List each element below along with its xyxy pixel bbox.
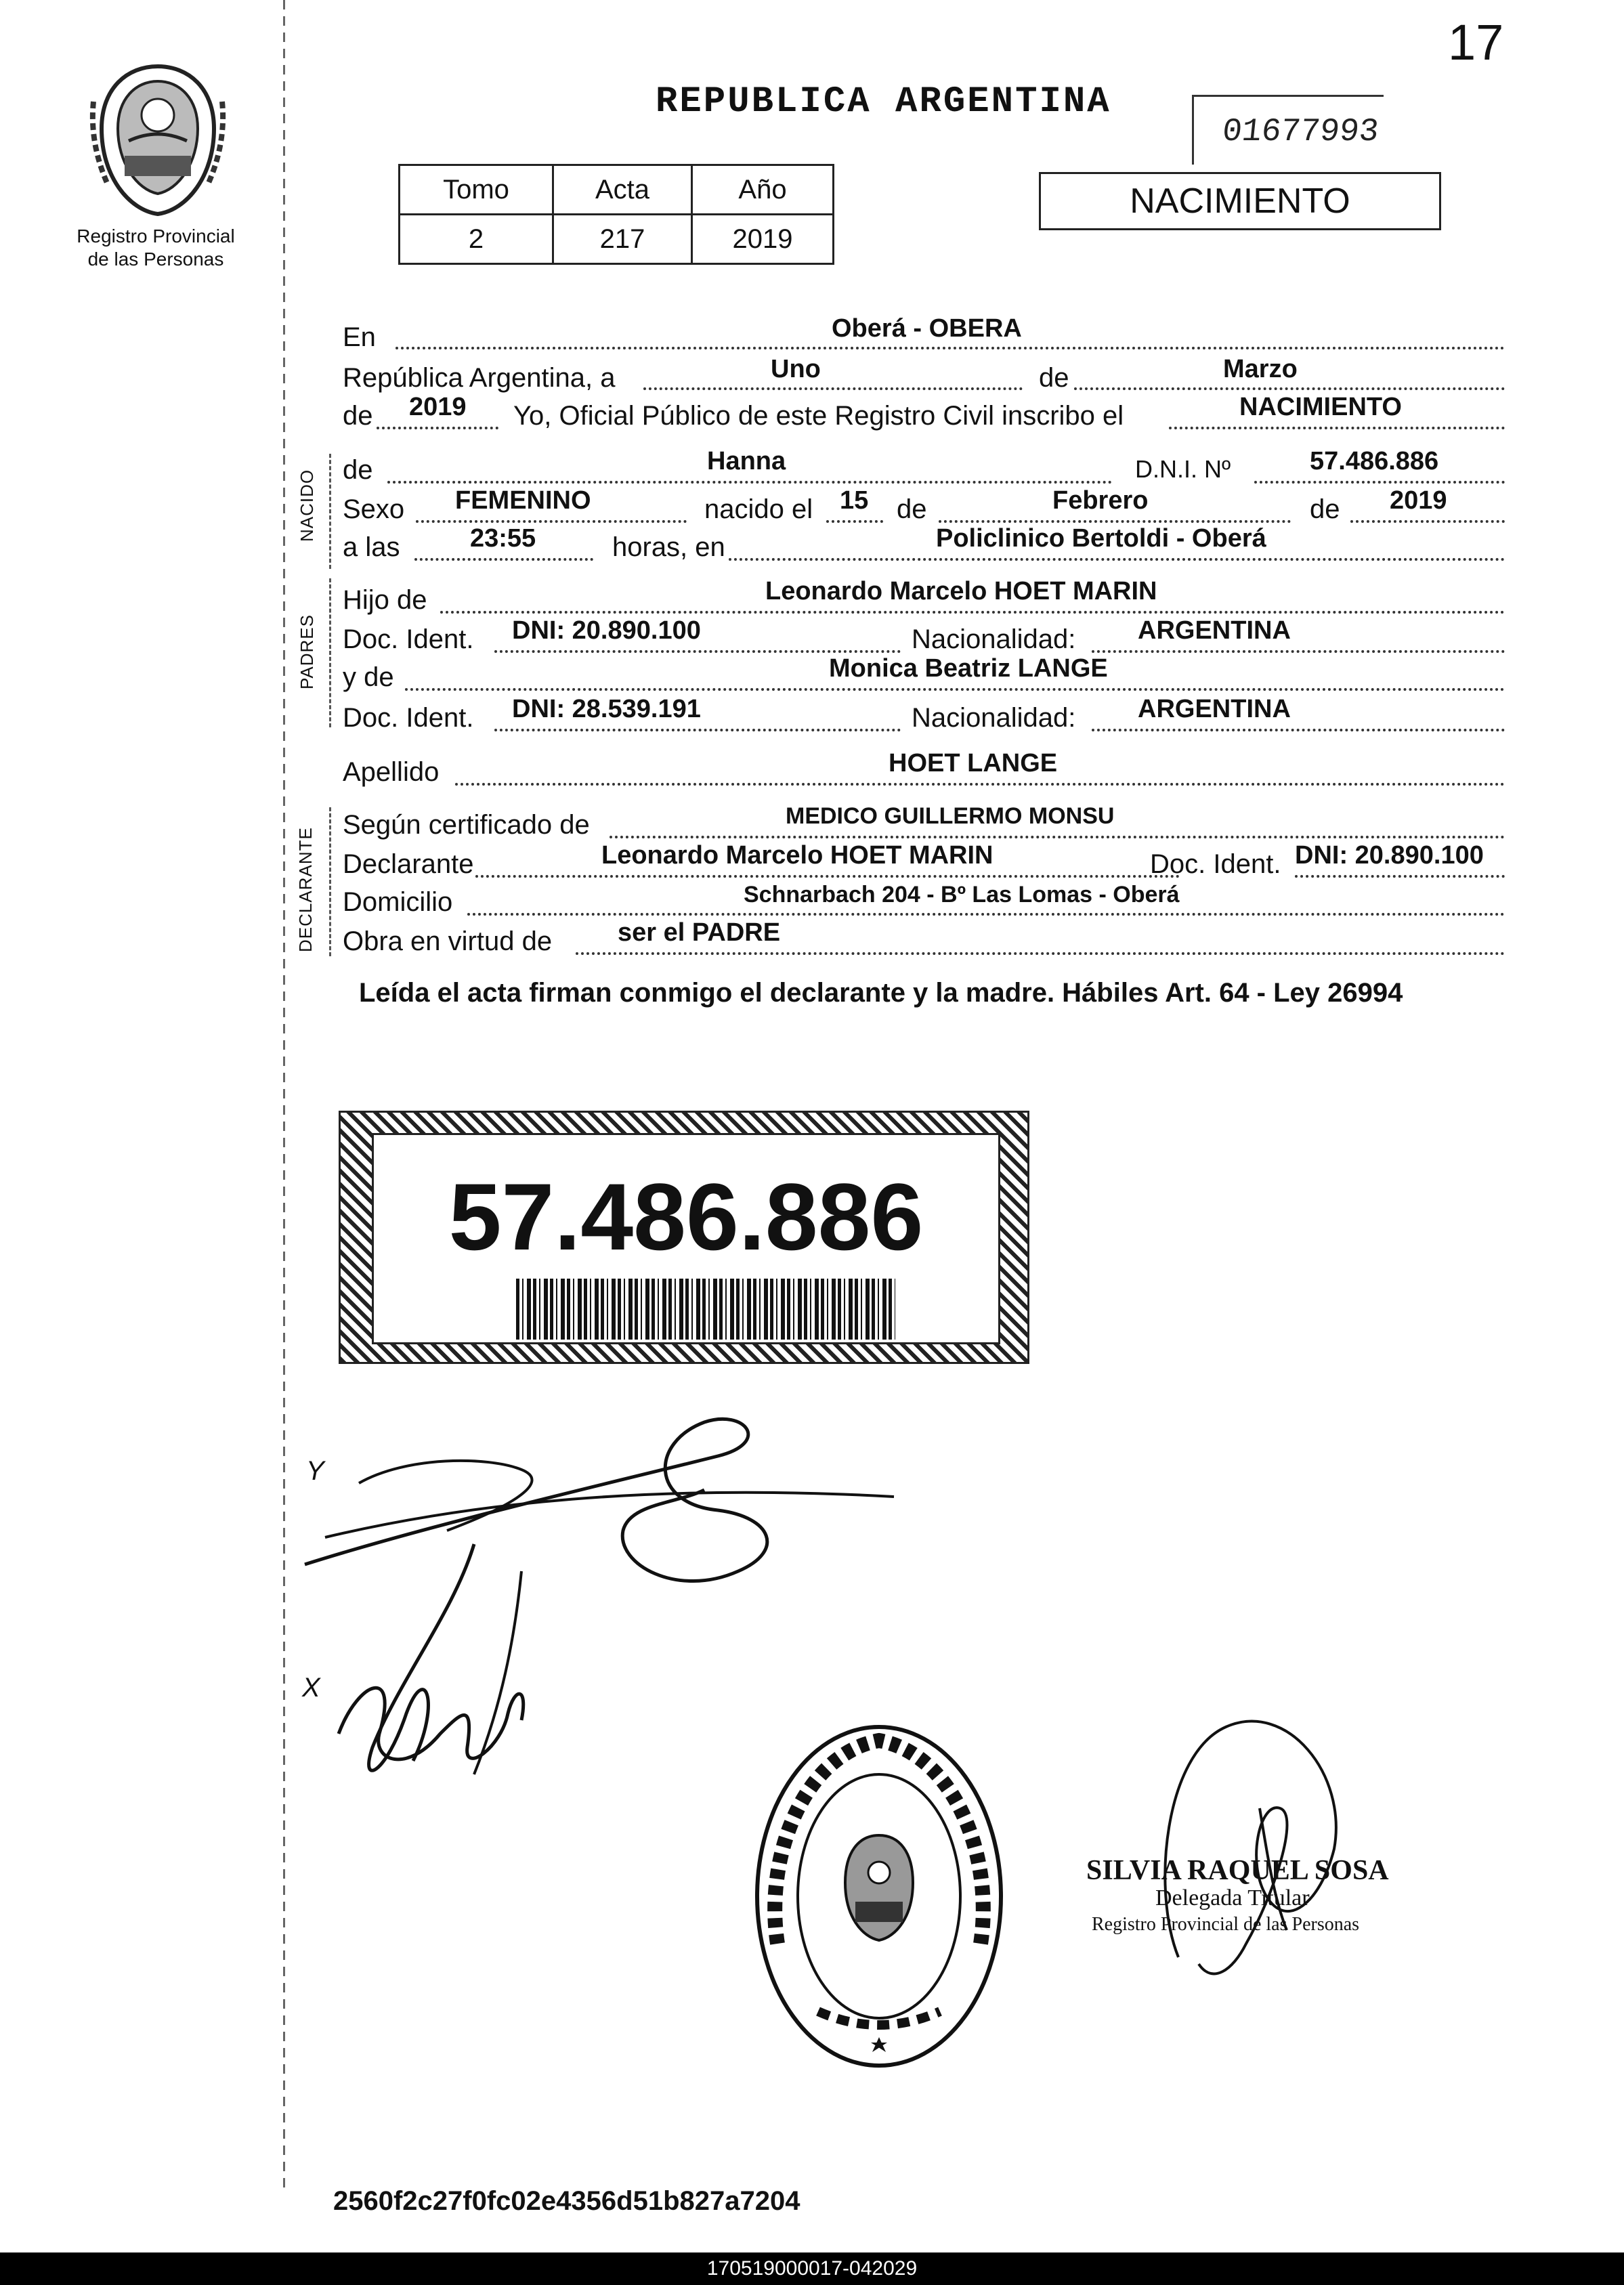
label-nacionalidad: Nacionalidad: [912, 624, 1076, 654]
official-signature [1111, 1673, 1422, 1991]
dotted-line [440, 611, 1505, 614]
label-en: En [343, 322, 376, 352]
side-label-padres: PADRES [297, 614, 317, 689]
dotted-line [1350, 520, 1505, 523]
value-nac-anio: 2019 [1390, 486, 1447, 515]
label-declarante: Declarante [343, 849, 474, 879]
label-republica: República Argentina, a [343, 363, 616, 393]
header-anio: Año [692, 165, 834, 215]
label-horas-en: horas, en [612, 532, 725, 562]
value-nombre: Hanna [707, 447, 786, 475]
dotted-line [1169, 427, 1505, 429]
side-label-declarante: DECLARANTE [295, 827, 316, 952]
dotted-line [729, 558, 1505, 561]
serial-number: 01677993 [1220, 114, 1381, 150]
dotted-line [494, 729, 901, 731]
barcode [516, 1279, 895, 1340]
dni-stamp-inner [372, 1133, 1000, 1344]
value-certificado: MEDICO GUILLERMO MONSU [786, 803, 1115, 829]
signature-mark-x: X [302, 1673, 320, 1703]
closing-text: Leída el acta firman conmigo el declarante y la madre. Hábiles Art. 64 - Ley 26994 [359, 978, 1403, 1008]
section-brace-nacido [329, 454, 331, 569]
dotted-line [1295, 875, 1505, 878]
dotted-line [1074, 387, 1505, 390]
value-tomo: 2 [400, 215, 553, 264]
section-brace-padres [329, 578, 331, 727]
dotted-line [1092, 650, 1505, 653]
label-nacido-el: nacido el [704, 494, 813, 524]
document-title: REPUBLICA ARGENTINA [656, 81, 1111, 123]
value-lugar-inscripcion: Oberá - OBERA [832, 314, 1022, 343]
value-dni: 57.486.886 [1310, 447, 1439, 475]
dotted-line [387, 481, 1112, 484]
registry-seal [750, 1720, 1008, 2072]
value-acta: 217 [553, 215, 692, 264]
value-inscribo: NACIMIENTO [1239, 393, 1402, 421]
dotted-line [494, 650, 901, 653]
label-doc-ident: Doc. Ident. [343, 624, 474, 654]
section-brace-declarante [329, 807, 331, 956]
label-de4: de [897, 494, 927, 524]
footer-code: 170519000017-042029 [706, 2257, 918, 2280]
dni-stamp-number: 57.486.886 [448, 1163, 924, 1270]
page-number: 17 [1448, 14, 1504, 70]
dni-stamp [339, 1111, 1029, 1364]
label-de3: de [343, 455, 373, 485]
value-domicilio: Schnarbach 204 - Bº Las Lomas - Oberá [744, 882, 1180, 907]
label-dni: D.N.I. Nº [1135, 455, 1231, 483]
dotted-line [643, 387, 1023, 390]
document-hash: 2560f2c27f0fc02e4356d51b827a7204 [333, 2186, 800, 2216]
footer-bar [0, 2252, 1624, 2285]
label-de: de [1039, 363, 1069, 393]
value-padre: Leonardo Marcelo HOET MARIN [765, 577, 1157, 605]
signature-mark-y: Y [306, 1456, 324, 1486]
signatory-registry: Registro Provincial de las Personas [1092, 1914, 1360, 1935]
value-declarante-doc: DNI: 20.890.100 [1295, 841, 1484, 870]
header-acta: Acta [553, 165, 692, 215]
value-anio: 2019 [692, 215, 834, 264]
dotted-line [1254, 481, 1505, 484]
signatory-role: Delegada Titular [1155, 1885, 1310, 1910]
dotted-line [467, 913, 1505, 916]
label-a-las: a las [343, 532, 400, 562]
value-madre: Monica Beatriz LANGE [829, 654, 1108, 683]
label-de2: de [343, 401, 373, 431]
dotted-line [939, 520, 1291, 523]
margin-line [283, 0, 285, 2187]
provincial-logo [87, 61, 229, 217]
registry-label [47, 225, 264, 271]
label-declarante-doc: Doc. Ident. [1150, 849, 1281, 879]
label-hijo-de: Hijo de [343, 585, 427, 615]
label-oficial: Yo, Oficial Público de este Registro Civil inscribo el [513, 401, 1124, 431]
value-obra: ser el PADRE [618, 918, 781, 947]
value-anio: 2019 [409, 393, 467, 421]
label-domicilio: Domicilio [343, 887, 453, 917]
value-padre-doc: DNI: 20.890.100 [512, 616, 701, 645]
signatory-name: SILVIA RAQUEL SOSA [1086, 1855, 1389, 1886]
value-mes: Marzo [1223, 355, 1298, 383]
label-segun: Según certificado de [343, 810, 590, 840]
value-hora: 23:55 [470, 524, 536, 553]
label-apellido: Apellido [343, 757, 440, 787]
registry-table [398, 164, 834, 265]
dotted-line [475, 875, 1180, 878]
header-tomo: Tomo [400, 165, 553, 215]
value-declarante: Leonardo Marcelo HOET MARIN [601, 841, 993, 870]
side-label-nacido: NACIDO [297, 469, 317, 542]
value-nac-dia: 15 [840, 486, 869, 515]
acta-type-box: NACIMIENTO [1039, 172, 1441, 230]
label-y-de: y de [343, 662, 394, 692]
dotted-line [414, 558, 593, 561]
registry-label-line1: Registro Provincial [77, 226, 235, 247]
value-madre-doc: DNI: 28.539.191 [512, 695, 701, 723]
dotted-line [377, 427, 498, 429]
value-madre-nacionalidad: ARGENTINA [1138, 695, 1291, 723]
label-nacionalidad-madre: Nacionalidad: [912, 703, 1076, 733]
label-de5: de [1310, 494, 1340, 524]
value-dia: Uno [771, 355, 821, 383]
dotted-line [610, 836, 1505, 838]
value-lugar-nacimiento: Policlinico Bertoldi - Oberá [936, 524, 1266, 553]
dotted-line [416, 520, 687, 523]
value-sexo: FEMENINO [455, 486, 591, 515]
value-padre-nacionalidad: ARGENTINA [1138, 616, 1291, 645]
label-obra: Obra en virtud de [343, 926, 553, 956]
dotted-line [405, 688, 1505, 691]
dotted-line [455, 783, 1505, 786]
dotted-line [576, 952, 1505, 955]
registry-label-line2: de las Personas [87, 249, 224, 270]
dotted-line [826, 520, 883, 523]
dotted-line [1092, 729, 1505, 731]
value-nac-mes: Febrero [1052, 486, 1149, 515]
label-sexo: Sexo [343, 494, 405, 524]
value-apellido: HOET LANGE [889, 749, 1058, 777]
label-doc-ident-madre: Doc. Ident. [343, 703, 474, 733]
dotted-line [396, 347, 1505, 349]
